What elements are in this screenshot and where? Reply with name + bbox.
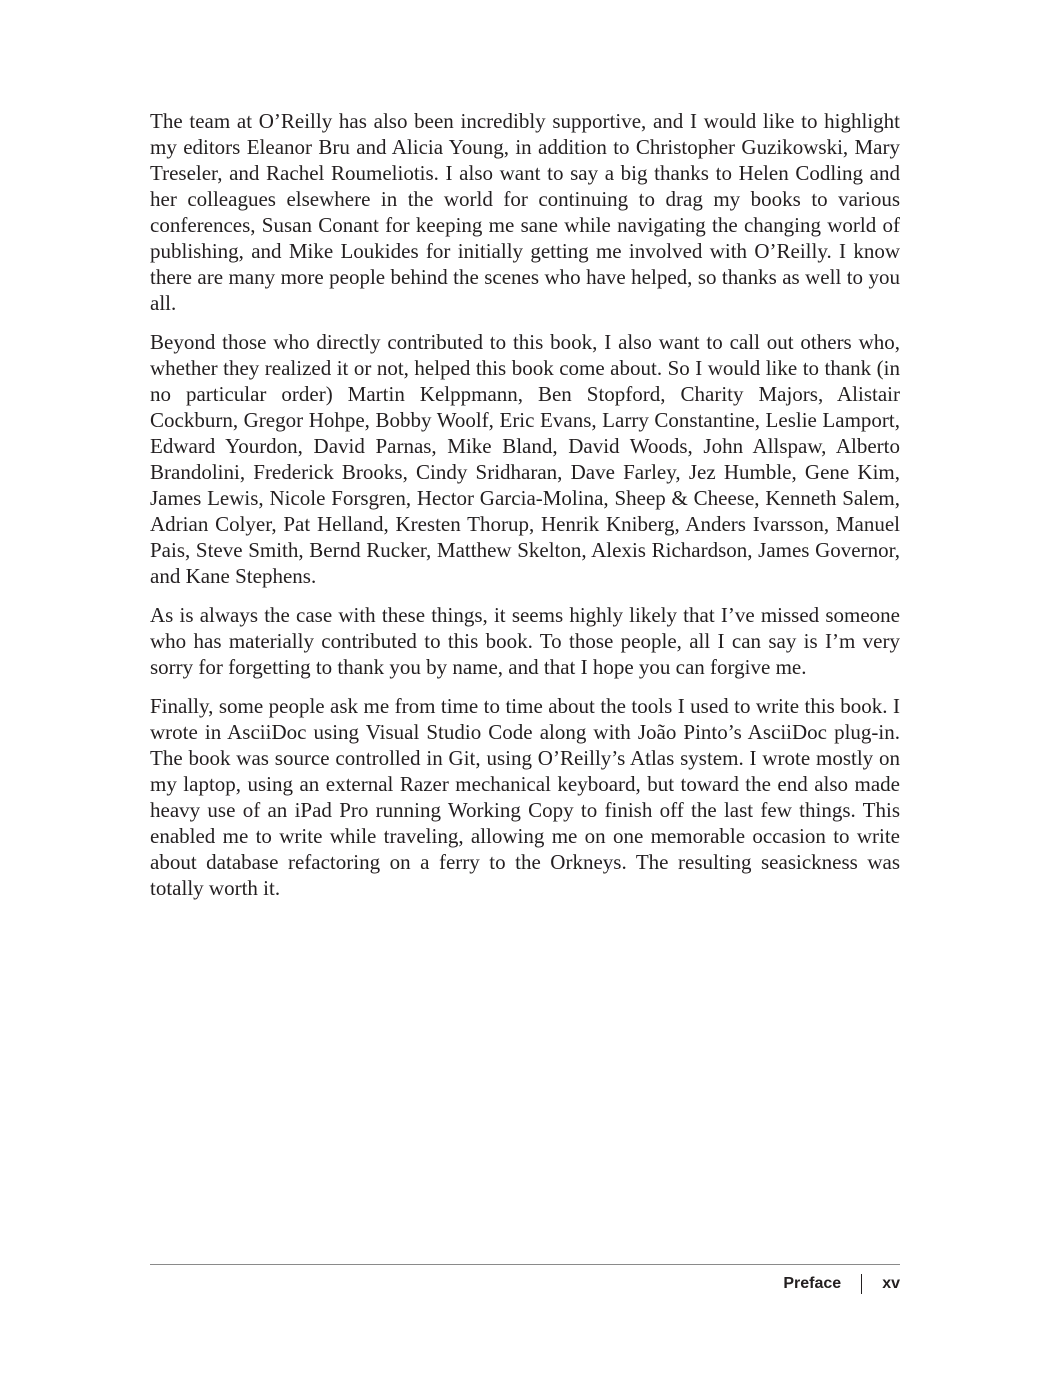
page-footer: [150, 1272, 900, 1296]
footer-divider: [150, 1264, 900, 1265]
footer-separator: [861, 1274, 862, 1294]
paragraph-apology: As is always the case with these things, it seems highly likely that I’ve missed someone who has materially contributed to this book. To those people, all I can say is I’m very sorry for forgetting to thank you by name, and that I hope you can forgive me.: [150, 603, 900, 679]
footer-section-title: Preface: [783, 1275, 842, 1292]
paragraph-tools: Finally, some people ask me from time to time about the tools I used to write this book. I wrote in AsciiDoc using Visual Studio Code along with João Pinto’s AsciiDoc plug-in. The book was source controlled in Git, using O’Reilly’s Atlas system. I wrote mostly on my laptop, using an external Razer mechanical keyboard, but toward the end also made heavy use of an iPad Pro running Working Copy to finish off the last few things. This enabled me to write while traveling, allowing me on one memorable occasion to write about database refactoring on a ferry to the Orkneys. The resulting seasickness was totally worth it.: [150, 694, 900, 900]
paragraph-others-thanks: Beyond those who directly contributed to this book, I also want to call out others who, whether they realized it or not, helped this book come about. So I would like to thank (in no particular order) Martin Kelppmann, Ben Stopford, Charity Majors, Alistair Cockburn, Gregor Hohpe, Bobby Woolf, Eric Evans, Larry Constantine, Leslie Lamport, Edward Yourdon, David Parnas, Mike Bland, David Woods, John Allspaw, Alberto Brandolini, Frederick Brooks, Cindy Sridharan, Dave Farley, Jez Humble, Gene Kim, James Lewis, Nicole Forsgren, Hector Garcia-Molina, Sheep & Cheese, Kenneth Salem, Adrian Colyer, Pat Helland, Kresten Thorup, Henrik Kniberg, Anders Ivarsson, Manuel Pais, Steve Smith, Bernd Rucker, Matthew Skelton, Alexis Richardson, James Governor, and Kane Stephens.: [150, 330, 900, 588]
paragraph-editors-thanks: The team at O’Reilly has also been incredibly supportive, and I would like to highlight my editors Eleanor Bru and Alicia Young, in addition to Christopher Guzikowski, Mary Treseler, and Rachel Roumeliotis. I also want to say a big thanks to Helen Codling and her colleagues elsewhere in the world for continuing to drag my books to various conferences, Susan Conant for keeping me sane while navigating the changing world of publishing, and Mike Loukides for initially getting me involved with O’Reilly. I know there are many more people behind the scenes who have helped, so thanks as well to you all.: [150, 109, 900, 315]
page-body: [150, 108, 900, 914]
footer-page-number: xv: [882, 1275, 900, 1292]
